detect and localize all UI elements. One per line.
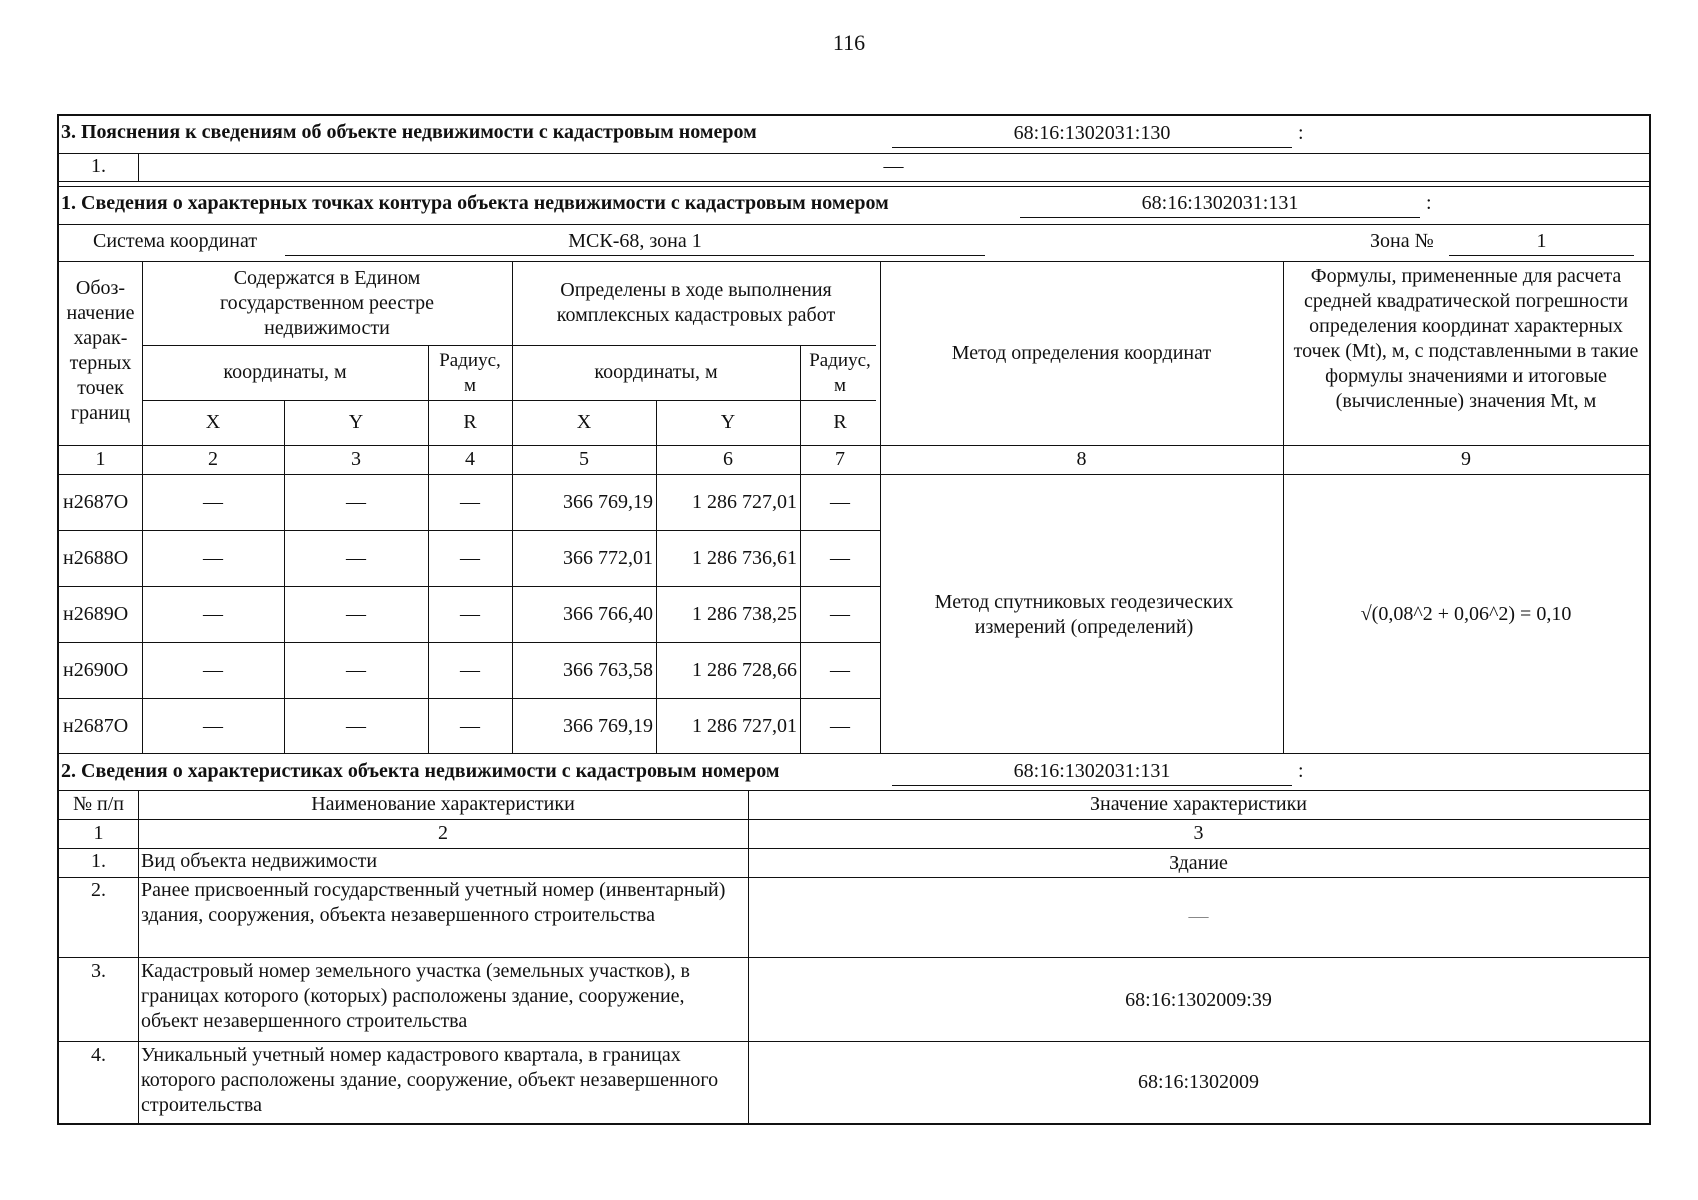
header-coordinates-complex: координаты, м	[594, 361, 718, 383]
point-id: н2688О	[63, 547, 129, 569]
col-number: 5	[579, 448, 589, 470]
cell-r-egrn: —	[460, 659, 480, 681]
cell-y: 1 286 736,61	[692, 547, 797, 569]
col-number: 4	[465, 448, 475, 470]
section-3-row-value: —	[883, 155, 904, 177]
col-number: 6	[723, 448, 733, 470]
point-id: н2687О	[63, 491, 129, 513]
section-1-title: 1. Сведения о характерных точках контура объекта недвижимости с кадастровым номером	[61, 192, 889, 214]
colon: :	[1298, 122, 1304, 144]
header-formulas: Формулы, примененные для расчета средней квадратической погрешности определения координат характерных точек (Mt), м, с подставленными в такие формулы значениями и итоговые (вычисленные) значения Mt, м	[1293, 265, 1639, 412]
characteristic-value: 68:16:1302009:39	[1125, 989, 1272, 1011]
section-3-cadastral-number: 68:16:1302031:130	[1013, 122, 1171, 144]
header-x: X	[205, 411, 221, 433]
cell-y-egrn: —	[346, 659, 366, 681]
section-2-cadastral-number: 68:16:1302031:131	[1013, 760, 1171, 782]
zone-label: Зона №	[1370, 230, 1434, 252]
row-number: 4.	[91, 1044, 106, 1066]
characteristic-name: Кадастровый номер земельного участка (земельных участков), в границах которого (которых) расположены здание, сооружение, объект незавершенного строительства	[141, 960, 690, 1032]
cell-x: 366 769,19	[563, 715, 653, 737]
cell-r-egrn: —	[460, 603, 480, 625]
row-number: 1.	[91, 850, 106, 872]
coordinate-system-value: МСК-68, зона 1	[568, 230, 702, 252]
header-complex-works: Определены в ходе выполнения комплексных кадастровых работ	[556, 279, 836, 326]
cell-r-egrn: —	[460, 715, 480, 737]
cell-x-egrn: —	[203, 659, 223, 681]
col-number: 3	[351, 448, 361, 470]
section-3-row-number: 1.	[91, 155, 106, 177]
col-number: 7	[835, 448, 845, 470]
cell-y: 1 286 727,01	[692, 491, 797, 513]
header-radius-egrn: Радиус, м	[439, 350, 501, 396]
characteristic-name: Вид объекта недвижимости	[141, 850, 378, 872]
cell-r-egrn: —	[460, 547, 480, 569]
header-y: Y	[720, 411, 736, 433]
header-egrn: Содержатся в Едином государственном реестре недвижимости	[219, 267, 435, 339]
cadastral-form	[57, 114, 1651, 1125]
header-characteristic-name: Наименование характеристики	[311, 793, 575, 815]
cell-r: —	[830, 491, 850, 513]
cell-x-egrn: —	[203, 715, 223, 737]
header-y: Y	[348, 411, 364, 433]
point-id: н2690О	[63, 659, 129, 681]
col-number: 9	[1461, 448, 1471, 470]
header-characteristic-value: Значение характеристики	[1089, 793, 1308, 815]
coordinate-system-label: Система координат	[93, 230, 258, 252]
col-number: 2	[208, 448, 218, 470]
page-number: 116	[832, 30, 866, 55]
cell-x: 366 763,58	[563, 659, 653, 681]
cell-r: —	[830, 715, 850, 737]
point-id: н2689О	[63, 603, 129, 625]
cell-x-egrn: —	[203, 547, 223, 569]
zone-value: 1	[1536, 230, 1547, 252]
point-id: н2687О	[63, 715, 129, 737]
cell-r: —	[830, 547, 850, 569]
characteristic-value: 68:16:1302009	[1137, 1071, 1260, 1093]
header-r: R	[833, 411, 847, 433]
cell-x: 366 766,40	[563, 603, 653, 625]
col-number: 8	[1076, 448, 1087, 470]
cell-x: 366 772,01	[563, 547, 653, 569]
cell-r: —	[830, 659, 850, 681]
characteristic-name: Ранее присвоенный государственный учетный номер (инвентарный) здания, сооружения, объекта незавершенного строительства	[141, 879, 726, 926]
section-3-title: 3. Пояснения к сведениям об объекте недвижимости с кадастровым номером	[61, 121, 757, 143]
cell-y: 1 286 727,01	[692, 715, 797, 737]
section-1-cadastral-number: 68:16:1302031:131	[1141, 192, 1299, 214]
characteristic-name: Уникальный учетный номер кадастрового квартала, в границах которого расположены здание, сооружение, объект незавершенного строительства	[141, 1044, 719, 1116]
cell-x-egrn: —	[203, 491, 223, 513]
row-number: 2.	[91, 879, 106, 901]
col-number: 3	[1193, 822, 1204, 844]
header-coordinates-egrn: координаты, м	[223, 361, 347, 383]
cell-y-egrn: —	[346, 547, 366, 569]
colon: :	[1426, 192, 1432, 214]
cell-y-egrn: —	[346, 491, 366, 513]
header-r: R	[463, 411, 477, 433]
cell-x: 366 769,19	[563, 491, 653, 513]
header-radius-complex: Радиус, м	[809, 350, 871, 396]
colon: :	[1298, 760, 1304, 782]
cell-r: —	[830, 603, 850, 625]
cell-x-egrn: —	[203, 603, 223, 625]
formula-value: √(0,08^2 + 0,06^2) = 0,10	[1360, 603, 1572, 625]
cell-y: 1 286 728,66	[692, 659, 797, 681]
row-number: 3.	[91, 960, 106, 982]
method-value: Метод спутниковых геодезических измерений (определений)	[934, 591, 1234, 638]
characteristic-value: Здание	[1169, 852, 1228, 874]
characteristic-value: —	[1188, 905, 1209, 927]
cell-y-egrn: —	[346, 715, 366, 737]
cell-y: 1 286 738,25	[692, 603, 797, 625]
header-designation: Обоз- начение харак- терных точек границ	[66, 277, 135, 424]
header-x: X	[576, 411, 592, 433]
col-number: 1	[93, 822, 104, 844]
section-2-title: 2. Сведения о характеристиках объекта недвижимости с кадастровым номером	[61, 760, 780, 782]
cell-y-egrn: —	[346, 603, 366, 625]
col-number: 2	[438, 822, 448, 844]
cell-r-egrn: —	[460, 491, 480, 513]
header-method: Метод определения координат	[951, 342, 1212, 364]
col-number: 1	[95, 448, 106, 470]
header-num: № п/п	[72, 793, 125, 815]
